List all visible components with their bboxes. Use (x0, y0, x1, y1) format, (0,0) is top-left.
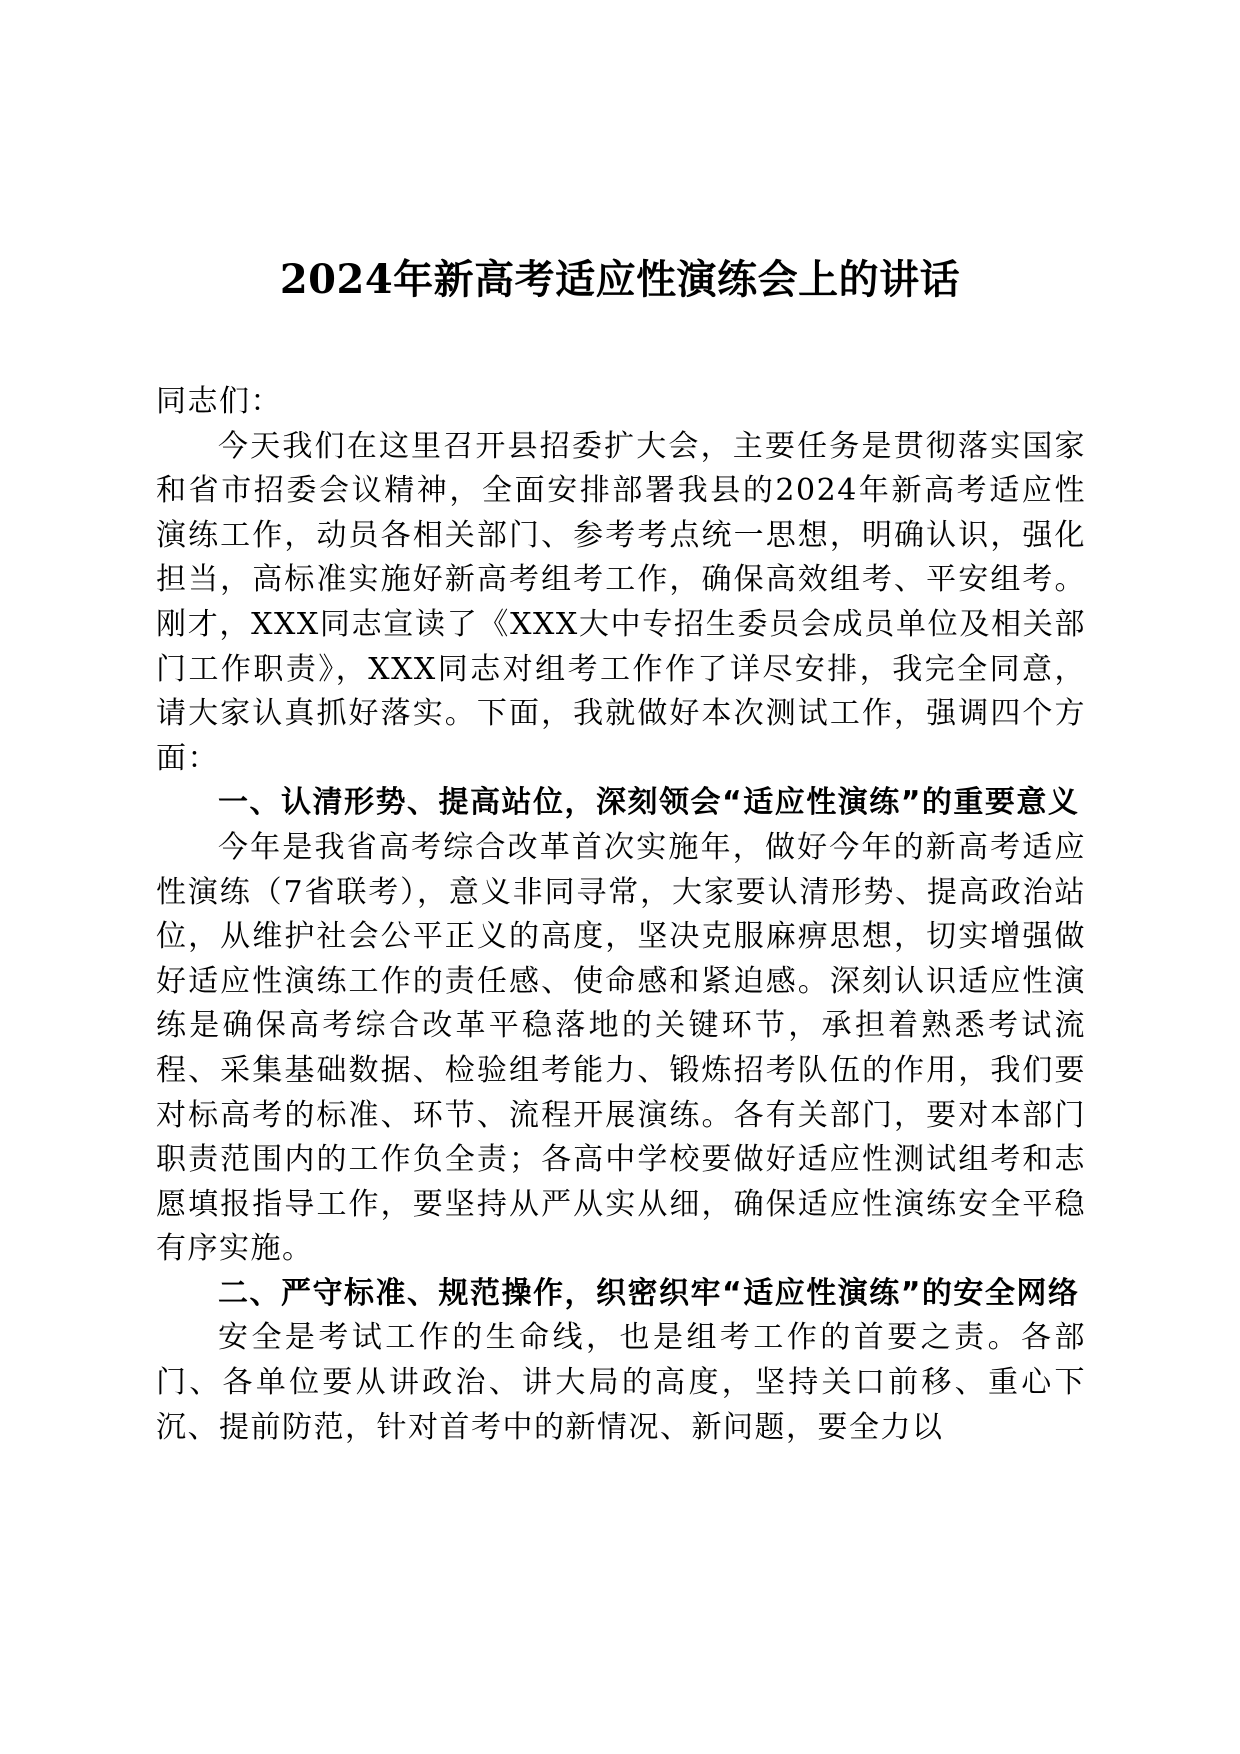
section-heading-1: 一、认清形势、提高站位，深刻领会“适应性演练”的重要意义 (218, 785, 1080, 821)
section-heading-2: 二、严守标准、规范操作，织密织牢“适应性演练”的安全网络 (218, 1275, 1080, 1311)
paragraph-section-2: 安全是考试工作的生命线，也是组考工作的首要之责。各部门、各单位要从讲政治、讲大局的高度，坚持关口前移、重心下沉、提前防范，针对首考中的新情况、新问题，要全力以 (156, 1320, 1086, 1445)
paragraph-section-1: 今年是我省高考综合改革首次实施年，做好今年的新高考适应性演练（7省联考），意义非同寻常，大家要认清形势、提高政治站位，从维护社会公平正义的高度，坚决克服麻痹思想，切实增强做好适应性演练工作的责任感、使命感和紧迫感。深刻认识适应性演练是确保高考综合改革平稳落地的关键环节，承担着熟悉考试流程、采集基础数据、检验组考能力、锻炼招考队伍的作用，我们要对标高考的标准、环节、流程开展演练。各有关部门，要对本部门职责范围内的工作负全责；各高中学校要做好适应性测试组考和志愿填报指导工作，要坚持从严从实从细，确保适应性演练安全平稳有序实施。 (156, 829, 1086, 1267)
document-title: 2024年新高考适应性演练会上的讲话 (279, 256, 961, 303)
speech-body (156, 380, 1086, 1450)
paragraph-opening: 今天我们在这里召开县招委扩大会，主要任务是贯彻落实国家和省市招委会议精神，全面安排部署我县的2024年新高考适应性演练工作，动员各相关部门、参考考点统一思想，明确认识，强化担当，高标准实施好新高考组考工作，确保高效组考、平安组考。刚才，XXX同志宣读了《XXX大中专招生委员会成员单位及相关部门工作职责》，XXX同志对组考工作作了详尽安排，我完全同意，请大家认真抓好落实。下面，我就做好本次测试工作，强调四个方面： (156, 428, 1086, 776)
salutation: 同志们： (156, 384, 282, 419)
